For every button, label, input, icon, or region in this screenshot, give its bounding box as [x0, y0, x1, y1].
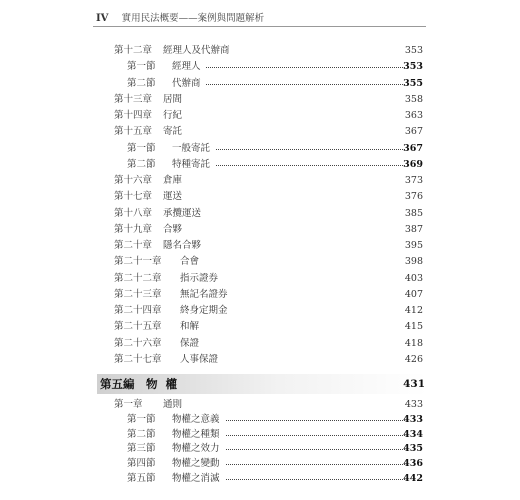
toc-chapter-row: [0, 126, 520, 138]
toc-entry-title: 合夥: [163, 223, 183, 235]
toc-dot-leader: [226, 464, 405, 465]
toc-entry-page: 367: [403, 142, 423, 154]
toc-chapter-row: [0, 110, 520, 122]
toc-entry-title: 和解: [180, 321, 200, 333]
toc-section-row: [0, 159, 520, 171]
toc-chapter-row: [0, 354, 520, 366]
toc-entry-page: 395: [404, 240, 423, 251]
toc-entry-title: 物權之種類: [172, 428, 220, 440]
toc-entry-title: 物權之意義: [172, 413, 220, 425]
toc-dot-leader: [226, 449, 405, 450]
toc-section-row: [0, 143, 520, 155]
part-number: 第五編: [100, 377, 135, 391]
toc-entry-page: 355: [403, 77, 423, 89]
toc-entry-number: 第二十三章: [114, 288, 162, 300]
toc-entry-page: 353: [403, 61, 423, 73]
page-number-roman: IV: [96, 13, 109, 24]
header-rule: [93, 26, 426, 27]
toc-chapter-row: [0, 273, 520, 285]
toc-entry-number: 第二十四章: [114, 305, 162, 316]
toc-entry-title: 終身定期金: [180, 305, 228, 316]
toc-entry-title: 保證: [180, 337, 200, 349]
toc-section-row: [0, 429, 520, 441]
toc-chapter-row: [0, 305, 520, 317]
toc-entry-page: 418: [404, 337, 423, 349]
toc-entry-title: 代辦商: [172, 77, 201, 89]
toc-dot-leader: [226, 420, 405, 421]
book-title: 實用民法概要——案例與問題解析: [121, 13, 265, 24]
toc-entry-title: 倉庫: [163, 175, 183, 186]
toc-entry-title: 行紀: [163, 110, 183, 121]
toc-entry-page: 426: [404, 353, 423, 365]
toc-entry-page: 436: [403, 458, 423, 470]
toc-entry-number: 第十八章: [114, 207, 153, 219]
toc-entry-number: 第二節: [127, 158, 156, 170]
toc-entry-number: 第二十五章: [114, 321, 162, 333]
toc-entry-page: 434: [403, 428, 423, 440]
toc-entry-title: 合會: [180, 256, 200, 268]
toc-dot-leader: [226, 435, 405, 436]
toc-entry-page: 435: [403, 443, 423, 455]
toc-entry-number: 第十九章: [114, 223, 153, 235]
toc-entry-page: 369: [403, 158, 423, 170]
part-title: 物權: [146, 377, 185, 391]
toc-entry-page: 376: [404, 191, 423, 203]
toc-entry-title: 隱名合夥: [163, 240, 202, 251]
toc-entry-number: 第十二章: [114, 45, 153, 56]
toc-entry-number: 第十七章: [114, 191, 153, 203]
toc-section-row: [0, 61, 520, 73]
toc-section-row: [0, 78, 520, 90]
toc-entry-page: 407: [404, 288, 423, 300]
toc-entry-title: 承攬運送: [163, 207, 202, 219]
toc-entry-page: 433: [404, 399, 423, 410]
toc-entry-page: 385: [404, 207, 423, 219]
toc-dot-leader: [206, 84, 405, 85]
toc-entry-number: 第二節: [127, 77, 156, 89]
toc-entry-number: 第二十章: [114, 240, 153, 251]
toc-entry-title: 經理人及代辦商: [163, 45, 230, 56]
toc-chapter-row: [0, 256, 520, 268]
toc-entry-page: 442: [403, 473, 423, 484]
toc-entry-number: 第三節: [127, 443, 156, 455]
toc-entry-number: 第五節: [127, 473, 156, 484]
toc-entry-title: 運送: [163, 191, 183, 203]
toc-entry-number: 第十三章: [114, 93, 153, 105]
toc-entry-number: 第一章: [114, 399, 143, 410]
toc-entry-title: 特種寄託: [172, 158, 211, 170]
toc-entry-page: 398: [404, 256, 423, 268]
toc-entry-title: 居間: [163, 93, 183, 105]
toc-entry-title: 經理人: [172, 61, 201, 73]
toc-entry-title: 人事保證: [180, 353, 219, 365]
part-page: 431: [403, 378, 425, 390]
toc-chapter-row: [0, 208, 520, 220]
toc-section-row: [0, 473, 520, 485]
running-header: [96, 10, 264, 24]
toc-entry-page: 358: [404, 93, 423, 105]
toc-chapter-row: [0, 289, 520, 301]
toc-entry-number: 第二十二章: [114, 272, 162, 284]
toc-entry-number: 第二十一章: [114, 256, 162, 268]
toc-entry-page: 415: [404, 321, 423, 333]
toc-entry-number: 第四節: [127, 458, 156, 470]
toc-entry-page: 403: [404, 272, 423, 284]
toc-dot-leader: [206, 67, 405, 68]
toc-section-row: [0, 458, 520, 470]
toc-entry-number: 第一節: [127, 413, 156, 425]
toc-entry-number: 第一節: [127, 142, 156, 154]
toc-entry-page: 412: [404, 305, 423, 316]
toc-dot-leader: [226, 479, 405, 480]
toc-dot-leader: [216, 165, 405, 166]
toc-entry-page: 387: [404, 223, 423, 235]
part-heading: [97, 374, 427, 394]
toc-section-row: [0, 414, 520, 426]
toc-entry-number: 第十五章: [114, 126, 153, 138]
toc-entry-title: 通則: [163, 399, 183, 410]
toc-entry-page: 363: [404, 110, 423, 121]
toc-entry-number: 第一節: [127, 61, 156, 73]
toc-entry-number: 第十四章: [114, 110, 153, 121]
toc-entry-page: 373: [404, 175, 423, 186]
toc-chapter-row: [0, 191, 520, 203]
toc-chapter-row: [0, 175, 520, 187]
toc-entry-title: 寄託: [163, 126, 183, 138]
toc-entry-title: 指示證券: [180, 272, 219, 284]
toc-entry-page: 367: [404, 126, 423, 138]
toc-chapter-row: [0, 338, 520, 350]
toc-entry-page: 433: [403, 413, 423, 425]
toc-chapter-row: [0, 240, 520, 252]
toc-dot-leader: [216, 149, 405, 150]
toc-chapter-row: [0, 94, 520, 106]
toc-chapter-row: [0, 399, 520, 411]
toc-chapter-row: [0, 45, 520, 57]
toc-entry-title: 一般寄託: [172, 142, 211, 154]
toc-entry-title: 物權之變動: [172, 458, 220, 470]
toc-entry-title: 物權之消滅: [172, 473, 220, 484]
toc-entry-number: 第十六章: [114, 175, 153, 186]
toc-chapter-row: [0, 321, 520, 333]
toc-entry-title: 無記名證券: [180, 288, 228, 300]
toc-chapter-row: [0, 224, 520, 236]
toc-entry-number: 第二十六章: [114, 337, 162, 349]
toc-section-row: [0, 443, 520, 455]
toc-entry-number: 第二十七章: [114, 353, 162, 365]
toc-entry-number: 第二節: [127, 428, 156, 440]
toc-entry-title: 物權之效力: [172, 443, 220, 455]
toc-entry-page: 353: [404, 45, 423, 56]
